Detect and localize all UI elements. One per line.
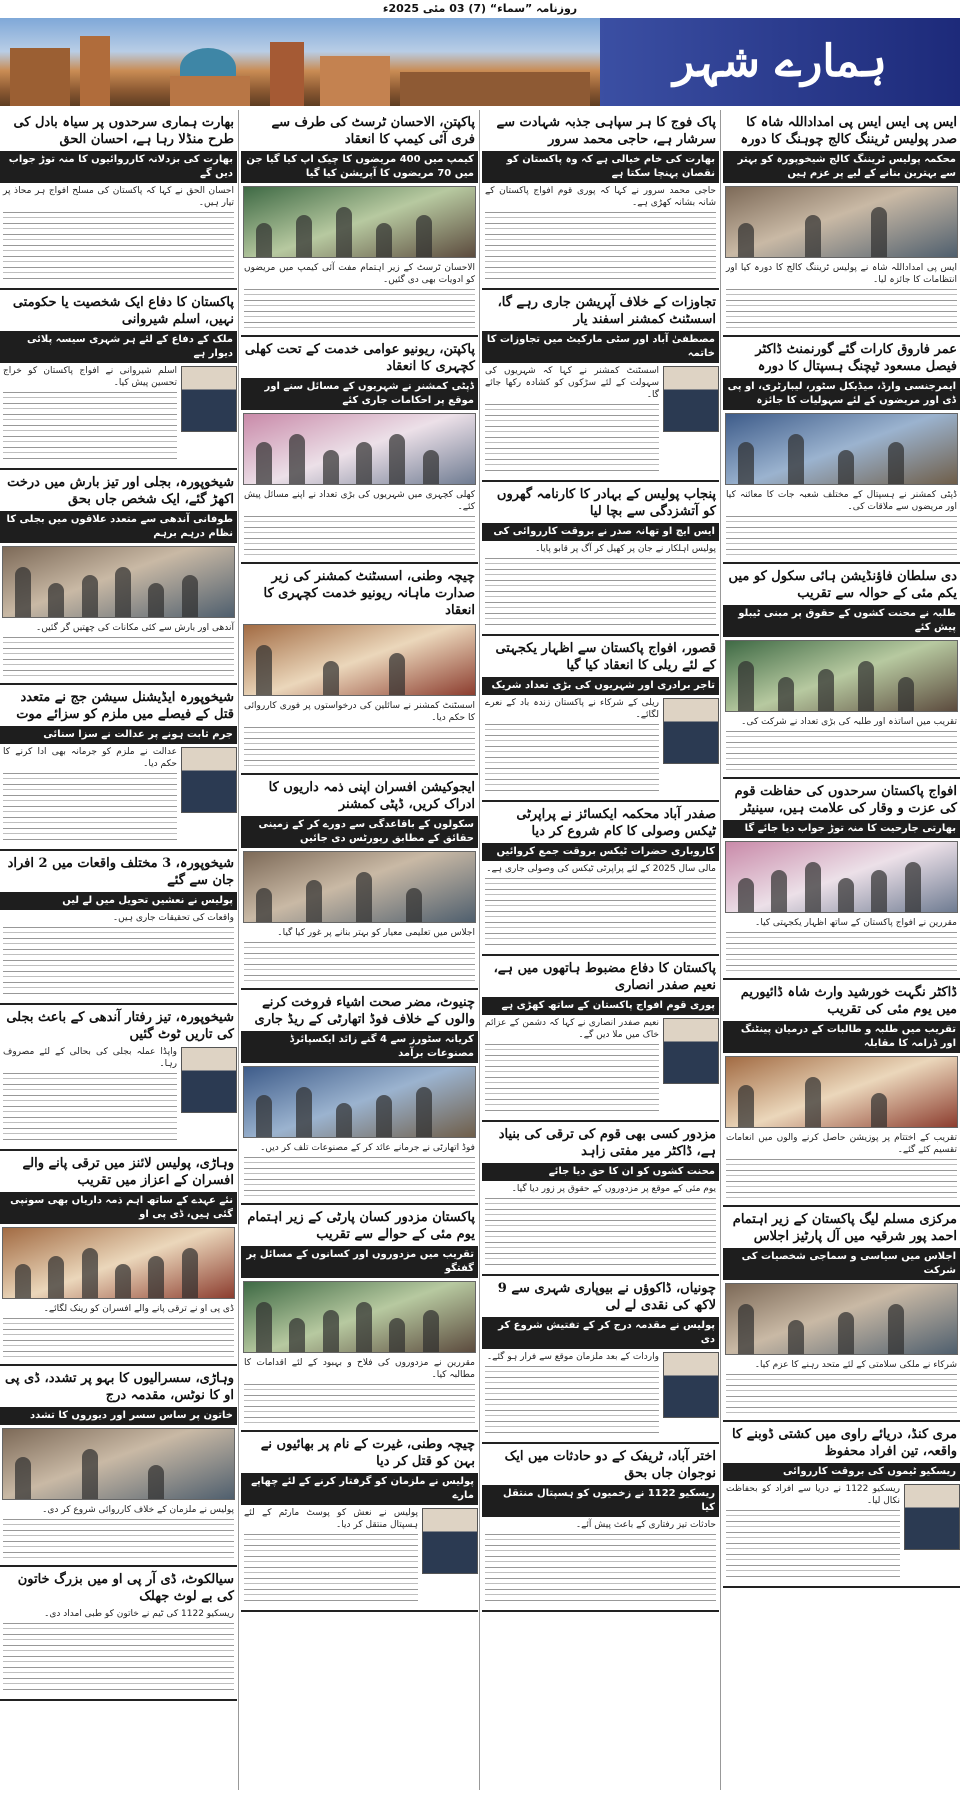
body-text-block: [3, 637, 234, 677]
news-story: [241, 110, 478, 337]
news-story: [0, 1005, 237, 1151]
story-subheadline: جرم ثابت ہونے پر عدالت نے سزا سنائی: [0, 726, 237, 744]
story-text: کھلی کچہری میں شہریوں کی بڑی تعداد نے اپنے مسائل پیش کئے۔: [244, 490, 475, 512]
news-story: [482, 1122, 719, 1276]
news-story: [482, 636, 719, 802]
story-subheadline: ملک کے دفاع کے لئے ہر شہری سیسہ پلائی دیوار ہے: [0, 331, 237, 363]
story-subheadline: نئے عہدے کے ساتھ اہم ذمہ داریاں بھی سونپی گئی ہیں، ڈی پی او: [0, 1192, 237, 1224]
body-text-block: [244, 516, 475, 556]
story-photo: [725, 413, 958, 485]
body-text-block: [485, 558, 716, 628]
story-headline: وہاڑی، سسرالیوں کا بہو پر تشدد، ڈی پی او کا نوٹس، مقدمہ درج: [5, 1371, 234, 1403]
body-text-block: [485, 1534, 716, 1604]
story-headline: پاکپتن، ریونیو عوامی خدمت کے تحت کھلی کچہری کا انعقاد: [244, 342, 475, 374]
story-headline: بھارت ہماری سرحدوں پر سیاہ بادل کی طرح منڈلا رہا ہے، احسان الحق: [13, 115, 234, 147]
story-photo: [725, 640, 958, 712]
story-text: مالی سال 2025 کے لئے پراپرٹی ٹیکس کی وصولی جاری ہے۔: [486, 864, 716, 874]
story-text: عدالت نے ملزم کو جرمانہ بھی ادا کرنے کا حکم دیا۔: [3, 747, 177, 769]
story-headline: چیچہ وطنی، غیرت کے نام پر بھائیوں نے بہن کو قتل کر دیا: [260, 1437, 475, 1469]
news-story: [482, 482, 719, 636]
body-text-block: [485, 404, 659, 474]
story-headline: چنیوٹ، مضر صحت اشیاء فروخت کرنے والوں کے خلاف فوڈ اتھارٹی کے ریڈ جاری: [254, 995, 475, 1027]
story-subheadline: کریانہ سٹورز سے 4 گنے زائد ایکسپائرڈ مصنوعات برآمد: [241, 1031, 478, 1063]
news-story: [723, 564, 960, 779]
story-text: اسلم شیروانی نے افواج پاکستان کو خراج تحسین پیش کیا۔: [3, 366, 177, 388]
story-subheadline: طلبہ نے محنت کشوں کے حقوق پر مبنی ٹیبلو پیش کئے: [723, 605, 960, 637]
story-text: ڈی پی او نے ترقی پانے والے افسران کو رینک لگائے۔: [43, 1304, 234, 1314]
story-text: آندھی اور بارش سے کئی مکانات کی چھتیں گر گئیں۔: [36, 623, 234, 633]
body-text-block: [485, 1366, 659, 1436]
story-photo: [2, 1227, 235, 1299]
reporter-portrait: [663, 1018, 719, 1084]
news-story: [482, 1276, 719, 1444]
story-text: پولیس اہلکار نے جان پر کھیل کر آگ پر قابو پایا۔: [535, 544, 716, 554]
news-story: [0, 685, 237, 851]
body-text-block: [726, 516, 957, 556]
story-subheadline: مصطفیٰ آباد اور سٹی مارکیٹ میں تجاوزات کا خاتمہ: [482, 331, 719, 363]
story-headline: چیچہ وطنی، اسسٹنٹ کمشنر کی زیر صدارت ماہانہ ریونیو خدمت کچہری کا انعقاد: [263, 569, 475, 618]
body-text-block: [244, 1534, 418, 1604]
reporter-portrait: [181, 747, 237, 813]
news-story: [0, 851, 237, 1005]
story-text: یوم مئی کے موقع پر مزدوروں کے حقوق پر زور دیا گیا۔: [511, 1184, 716, 1194]
story-text: واردات کے بعد ملزمان موقع سے فرار ہو گئے۔: [486, 1352, 659, 1362]
story-text: ریسکیو 1122 کی ٹیم نے خاتون کو طبی امداد دی۔: [44, 1609, 234, 1619]
story-text: ڈپٹی کمشنر نے ہسپتال کے مختلف شعبہ جات کا معائنہ کیا اور مریضوں سے ملاقات کی۔: [726, 490, 957, 512]
body-text-block: [3, 392, 177, 462]
body-text-block: [244, 1157, 475, 1197]
story-headline: چونیاں، ڈاکوؤں نے بیوپاری شہری سے 9 لاکھ کی نقدی لے لی: [497, 1281, 716, 1313]
story-headline: پاکپتن، الاحسان ٹرسٹ کی طرف سے فری آئی کیمپ کا انعقاد: [271, 115, 475, 147]
story-text: تقریب میں اساتذہ اور طلبہ کی بڑی تعداد نے شرکت کی۔: [741, 717, 957, 727]
story-headline: صفدر آباد محکمہ ایکسائز نے پراپرٹی ٹیکس وصولی کا کام شروع کر دیا: [516, 807, 716, 839]
story-subheadline: خاتون پر ساس سسر اور دیوروں کا تشدد: [0, 1407, 237, 1425]
story-subheadline: تقریب میں مزدوروں اور کسانوں کے مسائل پر گفتگو: [241, 1246, 478, 1278]
story-photo: [243, 851, 476, 923]
news-story: [723, 779, 960, 980]
story-photo: [243, 1281, 476, 1353]
story-headline: ایس پی ایس ایس پی امداداللہ شاہ کا صدر پولیس ٹریننگ کالج چوہنگ کا دورہ: [740, 115, 957, 147]
story-text: واپڈا عملہ بجلی کی بحالی کے لئے مصروف رہا۔: [3, 1047, 177, 1069]
story-subheadline: پولیس نے ملزمان کو گرفتار کرنے کے لئے چھاپے مارے: [241, 1473, 478, 1505]
story-subheadline: ایس ایچ او تھانہ صدر نے بروقت کارروائی کی: [482, 523, 719, 541]
reporter-portrait: [422, 1508, 478, 1574]
story-subheadline: کیمپ میں 400 مریضوں کا چیک اپ کیا گیا جن میں 70 مریضوں کا آپریشن کیا گیا: [241, 151, 478, 183]
story-headline: ایجوکیشن افسران اپنی ذمہ داریوں کا ادراک کریں، ڈپٹی کمشنر: [268, 780, 475, 812]
story-text: مقررین نے مزدوروں کی فلاح و بہبود کے لئے اقدامات کا مطالبہ کیا۔: [244, 1358, 475, 1380]
column-3: [241, 110, 478, 1790]
body-text-block: [485, 878, 716, 948]
story-photo: [725, 186, 958, 258]
story-subheadline: محکمہ پولیس ٹریننگ کالج شیخوپورہ کو بہتر سے بہترین بنانے کے لیے پر عزم ہیں: [723, 151, 960, 183]
masthead-banner: [0, 18, 960, 106]
body-text-block: [244, 727, 475, 767]
story-text: مقررین نے افواج پاکستان کے ساتھ اظہار یکجہتی کیا۔: [755, 918, 957, 928]
story-headline: شیخوپورہ، 3 مختلف واقعات میں 2 افراد جان سے گئے: [7, 856, 234, 888]
story-text: شرکاء نے ملکی سلامتی کے لئے متحد رہنے کا عزم کیا۔: [754, 1360, 957, 1370]
body-text-block: [485, 724, 659, 794]
reporter-portrait: [181, 366, 237, 432]
body-text-block: [244, 942, 475, 982]
body-text-block: [3, 1073, 177, 1143]
story-text: ایس پی امداداللہ شاہ نے پولیس ٹریننگ کالج کا دورہ کیا اور انتظامات کا جائزہ لیا۔: [726, 263, 957, 285]
news-story: [0, 470, 237, 685]
news-story: [0, 290, 237, 470]
story-headline: وہاڑی، پولیس لائنز میں ترقی پانے والے افسران کے اعزاز میں تقریب: [22, 1156, 234, 1188]
story-headline: قصور، افواج پاکستان سے اظہار یکجہتی کے لئے ریلی کا انعقاد کیا گیا: [495, 641, 716, 673]
news-story: [241, 1432, 478, 1612]
story-photo: [243, 1066, 476, 1138]
story-headline: پاکستان مزدور کسان پارٹی کے زیر اہتمام یوم مئی کے حوالے سے تقریب: [247, 1210, 475, 1242]
story-text: اجلاس میں تعلیمی معیار کو بہتر بنانے پر غور کیا گیا۔: [277, 928, 475, 938]
body-text-block: [726, 289, 957, 329]
story-text: پولیس نے نعش کو پوسٹ مارٹم کے لئے ہسپتال منتقل کر دیا۔: [244, 1508, 418, 1530]
story-photo: [243, 186, 476, 258]
story-text: پولیس نے ملزمان کے خلاف کارروائی شروع کر دی۔: [42, 1505, 234, 1515]
news-story: [0, 1151, 237, 1366]
news-story: [723, 1207, 960, 1422]
story-subheadline: کاروباری حضرات ٹیکس بروقت جمع کروائیں: [482, 843, 719, 861]
news-story: [0, 1567, 237, 1701]
story-headline: تجاوزات کے خلاف آپریشن جاری رہے گا، اسسٹنٹ کمشنر اسفند یار: [497, 295, 716, 327]
body-text-block: [3, 1318, 234, 1358]
story-subheadline: پوری قوم افواج پاکستان کے ساتھ کھڑی ہے: [482, 997, 719, 1015]
dateline: روزنامہ ”سماء“ (7) 03 مئی 2025ء: [382, 2, 578, 15]
body-text-block: [3, 773, 177, 843]
story-text: حادثات تیز رفتاری کے باعث پیش آئے۔: [575, 1520, 716, 1530]
reporter-portrait: [663, 366, 719, 432]
story-subheadline: پولیس نے نعشیں تحویل میں لے لیں: [0, 892, 237, 910]
news-story: [241, 775, 478, 990]
body-text-block: [244, 289, 475, 329]
story-photo: [725, 1283, 958, 1355]
news-story: [241, 990, 478, 1205]
news-story: [482, 290, 719, 482]
story-text: احسان الحق نے کہا کہ پاکستان کی مسلح افواج ہر محاذ پر تیار ہیں۔: [3, 186, 234, 208]
story-subheadline: اجلاس میں سیاسی و سماجی شخصیات کی شرکت: [723, 1248, 960, 1280]
news-story: [482, 802, 719, 956]
story-headline: سیالکوٹ، ڈی آر پی او میں بزرگ خاتون کی بے لوث جھلک: [17, 1572, 234, 1604]
story-subheadline: پولیس نے مقدمہ درج کر کے تفتیش شروع کر دی: [482, 1317, 719, 1349]
news-story: [723, 110, 960, 337]
story-headline: افواج پاکستان سرحدوں کی حفاظت قوم کی عزت و وقار کی علامت ہیں، سینیٹر: [734, 784, 957, 816]
story-subheadline: محنت کشوں کو ان کا حق دیا جائے: [482, 1163, 719, 1181]
body-text-block: [244, 1384, 475, 1424]
body-text-block: [3, 212, 234, 282]
section-title: ہمارے شہر: [600, 18, 960, 106]
story-subheadline: ریسکیو ٹیموں کی بروقت کارروائی: [723, 1463, 960, 1481]
reporter-portrait: [181, 1047, 237, 1113]
story-headline: پاکستان کا دفاع مضبوط ہاتھوں میں ہے، نعیم صفدر انصاری: [493, 961, 716, 993]
story-text: ریلی کے شرکاء نے پاکستان زندہ باد کے نعرے لگائے۔: [485, 698, 659, 720]
body-text-block: [3, 1519, 234, 1559]
news-story: [482, 1444, 719, 1612]
story-headline: پنجاب پولیس کے بہادر کا کارنامہ گھروں کو آتشزدگی سے بچا لیا: [496, 487, 716, 519]
news-story: [482, 956, 719, 1122]
body-text-block: [726, 1510, 900, 1580]
news-story: [241, 337, 478, 564]
story-headline: ڈاکٹر نگہت خورشید وارث شاہ ڈائیوریم میں یوم مئی کی تقریب: [740, 985, 957, 1017]
story-headline: پاک فوج کا ہر سپاہی جذبہ شہادت سے سرشار ہے، حاجی محمد سرور: [496, 115, 716, 147]
story-text: حاجی محمد سرور نے کہا کہ پوری قوم افواج پاکستان کے شانہ بشانہ کھڑی ہے۔: [485, 186, 716, 208]
story-photo: [2, 546, 235, 618]
story-photo: [243, 624, 476, 696]
story-subheadline: تقریب میں طلبہ و طالبات کے درمیان پینٹنگ اور ڈرامہ کا مقابلہ: [723, 1021, 960, 1053]
body-text-block: [726, 1374, 957, 1414]
story-photo: [2, 1428, 235, 1500]
story-subheadline: ڈپٹی کمشنر نے شہریوں کے مسائل سنے اور موقع پر احکامات جاری کئے: [241, 378, 478, 410]
story-subheadline: طوفانی آندھی سے متعدد علاقوں میں بجلی کا نظام درہم برہم: [0, 511, 237, 543]
reporter-portrait: [663, 698, 719, 764]
news-story: [0, 110, 237, 290]
story-headline: شیخوپورہ ایڈیشنل سیشن جج نے متعدد قتل کے فیصلے میں ملزم کو سزائے موت: [16, 690, 234, 722]
body-text-block: [726, 731, 957, 771]
column-1: [723, 110, 960, 1790]
story-subheadline: ایمرجنسی وارڈ، میڈیکل سٹور، لیبارٹری، او پی ڈی اور مریضوں کے لئے سہولیات کا جائزہ: [723, 378, 960, 410]
story-headline: مزدور کسی بھی قوم کی ترقی کی بنیاد ہے، ڈاکٹر میر مفتی زاہد: [498, 1127, 716, 1159]
body-text-block: [3, 927, 234, 997]
story-photo: [725, 1056, 958, 1128]
story-text: تقریب کے اختتام پر پوزیشن حاصل کرنے والوں میں انعامات تقسیم کئے گئے۔: [726, 1133, 957, 1155]
body-text-block: [726, 1159, 957, 1199]
story-headline: شیخوپورہ، بجلی اور تیز بارش میں درخت اکھڑ گئے، ایک شخص جاں بحق: [7, 475, 234, 507]
column-2: [482, 110, 719, 1790]
story-text: نعیم صفدر انصاری نے کہا کہ دشمن کے عزائم خاک میں ملا دیں گے۔: [485, 1018, 659, 1040]
body-text-block: [485, 212, 716, 282]
story-headline: شیخوپورہ، تیز رفتار آندھی کے باعث بجلی کی تاریں ٹوٹ گئیں: [6, 1010, 234, 1042]
body-text-block: [485, 1044, 659, 1114]
news-story: [241, 564, 478, 775]
story-text: الاحسان ٹرسٹ کے زیر اہتمام مفت آئی کیمپ میں مریضوں کو ادویات بھی دی گئیں۔: [244, 263, 475, 285]
story-headline: پاکستان کا دفاع ایک شخصیت یا حکومتی نہیں، اسلم شیروانی: [12, 295, 234, 327]
story-subheadline: بھارتی جارحیت کا منہ توڑ جواب دیا جائے گا: [723, 820, 960, 838]
news-story: [723, 980, 960, 1207]
story-subheadline: بھارت کی خام خیالی ہے کہ وہ پاکستان کو نقصان پہنچا سکتا ہے: [482, 151, 719, 183]
story-text: اسسٹنٹ کمشنر نے کہا کہ شہریوں کی سہولت کے لئے سڑکوں کو کشادہ رکھا جائے گا۔: [485, 366, 659, 400]
story-headline: عمر فاروق کارات گئے گورنمنٹ ڈاکٹر فیصل مسعود ٹیچنگ ہسپتال کا دورہ: [755, 342, 957, 374]
body-text-block: [485, 1198, 716, 1268]
story-subheadline: تاجر برادری اور شہریوں کی بڑی تعداد شریک: [482, 677, 719, 695]
story-text: واقعات کی تحقیقات جاری ہیں۔: [112, 913, 234, 923]
story-subheadline: بھارت کی بزدلانہ کارروائیوں کا منہ توڑ جواب دیں گے: [0, 151, 237, 183]
story-text: ریسکیو 1122 نے دریا سے افراد کو بحفاظت نکال لیا۔: [726, 1484, 900, 1506]
story-photo: [243, 413, 476, 485]
story-subheadline: ریسکیو 1122 نے زخمیوں کو ہسپتال منتقل کیا: [482, 1485, 719, 1517]
city-heritage-photo: [0, 18, 600, 106]
story-subheadline: سکولوں کے باقاعدگی سے دورے کر کے زمینی حقائق کے مطابق رپورٹس دی جائیں: [241, 816, 478, 848]
story-headline: دی سلطان فاؤنڈیشن ہائی سکول کو میں یکم مئی کے حوالہ سے تقریب: [728, 569, 957, 601]
story-text: فوڈ اتھارٹی نے جرمانے عائد کر کے مصنوعات تلف کر دیں۔: [260, 1143, 475, 1153]
story-photo: [725, 841, 958, 913]
news-story: [241, 1205, 478, 1432]
news-story: [482, 110, 719, 290]
news-story: [0, 1366, 237, 1567]
column-4: [0, 110, 237, 1790]
body-text-block: [726, 932, 957, 972]
story-headline: اختر آباد، ٹریفک کے دو حادثات میں ایک نوجوان جاں بحق: [504, 1449, 716, 1481]
news-story: [723, 1422, 960, 1588]
news-story: [723, 337, 960, 564]
story-text: اسسٹنٹ کمشنر نے سائلین کی درخواستوں پر فوری کارروائی کا حکم دیا۔: [244, 701, 475, 723]
story-headline: مری کنڈ، دریائے راوی میں کشتی ڈوبنے کا واقعہ، تین افراد محفوظ: [731, 1427, 957, 1459]
reporter-portrait: [663, 1352, 719, 1418]
body-text-block: [3, 1623, 234, 1693]
reporter-portrait: [904, 1484, 960, 1550]
story-headline: مرکزی مسلم لیگ پاکستان کے زیر اہتمام احمد پور شرقیہ میں آل پارٹیز اجلاس: [732, 1212, 957, 1244]
